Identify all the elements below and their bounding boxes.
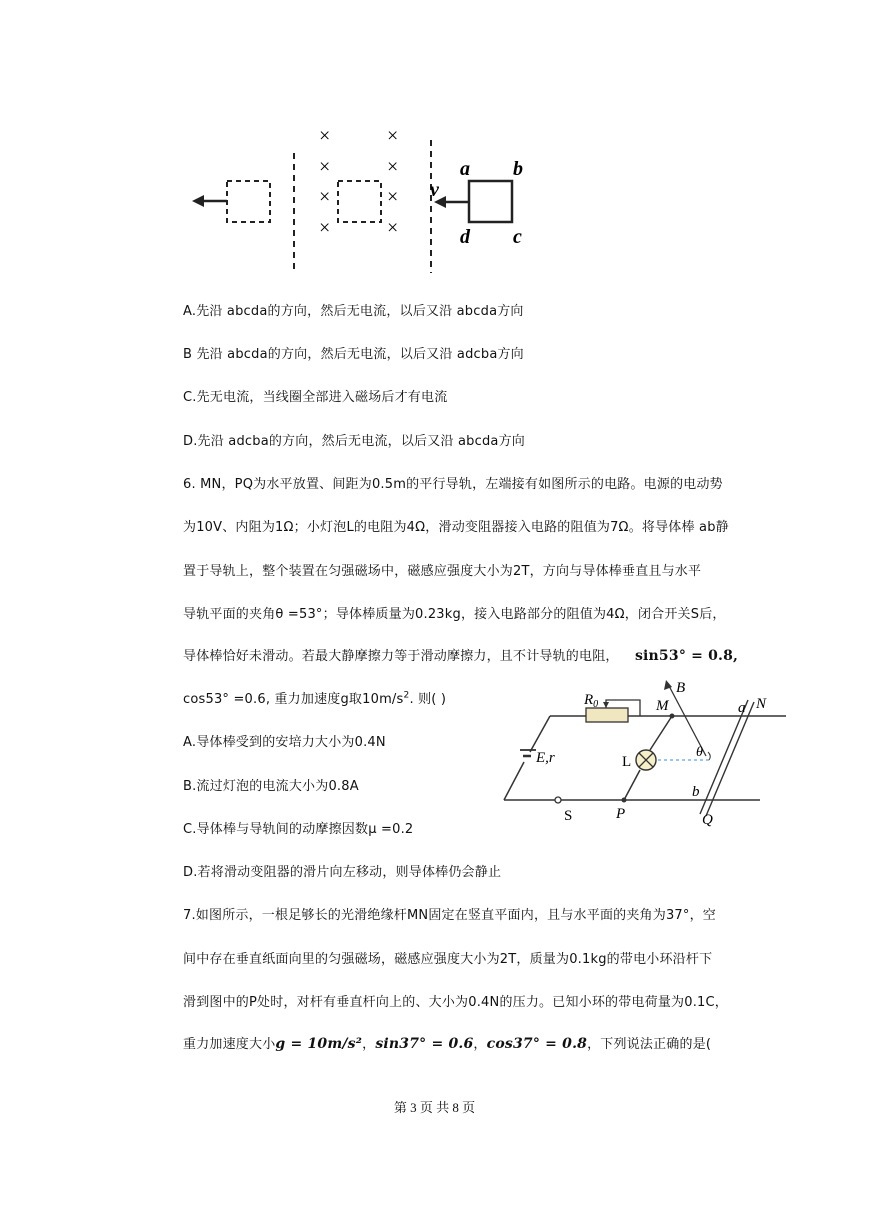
- theta-arc: [708, 752, 710, 760]
- label-theta: θ: [696, 745, 703, 760]
- q7-stem-line-1: 7.如图所示，一根足够长的光滑绝缘杆MN固定在竖直平面内，且与水平面的夹角为37°，空: [183, 908, 716, 923]
- q6-option-c: C.导体棒与导轨间的动摩擦因数μ =0.2: [183, 822, 414, 837]
- q6-stem-line-6: [183, 688, 446, 707]
- q5-option-c: C.先无电流，当线圈全部进入磁场后才有电流: [183, 390, 448, 405]
- label-d: d: [460, 226, 470, 248]
- label-b: b: [513, 158, 523, 180]
- q7-sin37: sin37° = 0.6: [375, 1036, 474, 1052]
- left-wire-upper: [530, 716, 550, 752]
- q6-stem-line-5-text: 导体棒恰好未滑动。若最大静摩擦力等于滑动摩擦力，且不计导轨的电阻，: [183, 649, 619, 664]
- label-a: a: [460, 158, 470, 180]
- q6-stem-line-3: 置于导轨上，整个装置在匀强磁场中，磁感应强度大小为2T，方向与导体棒垂直且与水平: [183, 564, 702, 579]
- q6-stem-line-4: 导轨平面的夹角θ =53°；导体棒质量为0.23kg，接入电路部分的阻值为4Ω，闭合开关S后，: [183, 607, 726, 622]
- left-arrow-head: [192, 195, 204, 207]
- field-cross: ×: [319, 156, 331, 178]
- q7-stem-line-3: 滑到图中的P处时，对杆有垂直杆向上的、大小为0.4N的压力。已知小环的带电荷量为0.1C，: [183, 995, 728, 1010]
- page-number: 第 3 页 共 8 页: [393, 1100, 476, 1115]
- label-n: N: [756, 696, 767, 712]
- label-m: M: [656, 698, 669, 714]
- figure-coil-field: [0, 0, 869, 290]
- q7-gravity: g = 10m/s²: [275, 1036, 363, 1052]
- figure-rail-circuit: [490, 672, 790, 832]
- q6-stem-line-1: 6. MN，PQ为水平放置、间距为0.5m的平行导轨，左端接有如图所示的电路。电源的电动势: [183, 477, 723, 492]
- q5-option-b: B 先沿 abcda的方向，然后无电流，以后又沿 adcba方向: [183, 347, 524, 362]
- label-s: S: [564, 808, 573, 824]
- field-cross: ×: [387, 217, 399, 239]
- q5-option-a: A.先沿 abcda的方向，然后无电流，以后又沿 abcda方向: [183, 304, 524, 319]
- q6-stem-line-5: [183, 645, 738, 664]
- rheostat-r0: [586, 708, 628, 722]
- q6-stem-line-6a: cos53° =0.6, 重力加速度g取10m/s: [183, 692, 404, 707]
- q7-line4-a: 重力加速度大小: [183, 1037, 276, 1052]
- q7-line4-c: ，: [473, 1037, 487, 1052]
- q6-option-d: D.若将滑动变阻器的滑片向左移动，则导体棒仍会静止: [183, 865, 502, 880]
- field-cross: ×: [319, 217, 331, 239]
- rod-ab-1: [700, 700, 748, 814]
- left-coil-dashed: [227, 181, 270, 222]
- label-a-rod: a: [738, 700, 746, 716]
- q7-line4-b: ，: [362, 1037, 376, 1052]
- coil-abcd: [469, 181, 512, 222]
- label-l: L: [622, 754, 632, 770]
- label-q: Q: [702, 812, 713, 828]
- q6-stem-line-6b: . 则( ): [409, 692, 447, 707]
- field-cross: ×: [387, 186, 399, 208]
- label-er: E,r: [536, 750, 555, 766]
- lamp-wire-upper: [650, 716, 672, 750]
- q6-option-b: B.流过灯泡的电流大小为0.8A: [183, 779, 359, 794]
- label-p: P: [616, 806, 626, 822]
- field-cross: ×: [319, 186, 331, 208]
- q7-stem-line-2: 间中存在垂直纸面向里的匀强磁场，磁感应强度大小为2T，质量为0.1kg的带电小环沿杆下: [183, 952, 713, 967]
- q7-cos37: cos37° = 0.8: [486, 1036, 588, 1052]
- q7-line4-d: ，下列说法正确的是(: [587, 1037, 712, 1052]
- label-b-field: B: [676, 680, 686, 696]
- rod-ab-2: [706, 702, 754, 816]
- q7-stem-line-4: [183, 1033, 711, 1052]
- node-p: [622, 798, 627, 803]
- left-wire-lower: [504, 762, 524, 800]
- label-v: v: [430, 179, 439, 201]
- slider-arrow: [603, 702, 609, 708]
- q6-option-a: A.导体棒受到的安培力大小为0.4N: [183, 735, 386, 750]
- field-cross: ×: [387, 156, 399, 178]
- label-c: c: [513, 226, 522, 248]
- field-cross: ×: [387, 125, 399, 147]
- q6-sin53: sin53° = 0.8,: [634, 648, 739, 664]
- field-cross: ×: [319, 125, 331, 147]
- label-r0: $R_0$: [584, 692, 599, 710]
- q5-option-d: D.先沿 adcba的方向，然后无电流，以后又沿 abcda方向: [183, 434, 525, 449]
- node-m: [670, 714, 675, 719]
- switch-s: [555, 797, 561, 803]
- q6-stem-line-2: 为10V、内阻为1Ω；小灯泡L的电阻为4Ω，滑动变阻器接入电路的阻值为7Ω。将导体棒 ab静: [183, 520, 729, 535]
- label-b-rod: b: [692, 784, 700, 800]
- lamp-wire-lower: [624, 770, 640, 800]
- q6-superscript: 2: [403, 690, 410, 701]
- middle-coil-dashed: [338, 181, 381, 222]
